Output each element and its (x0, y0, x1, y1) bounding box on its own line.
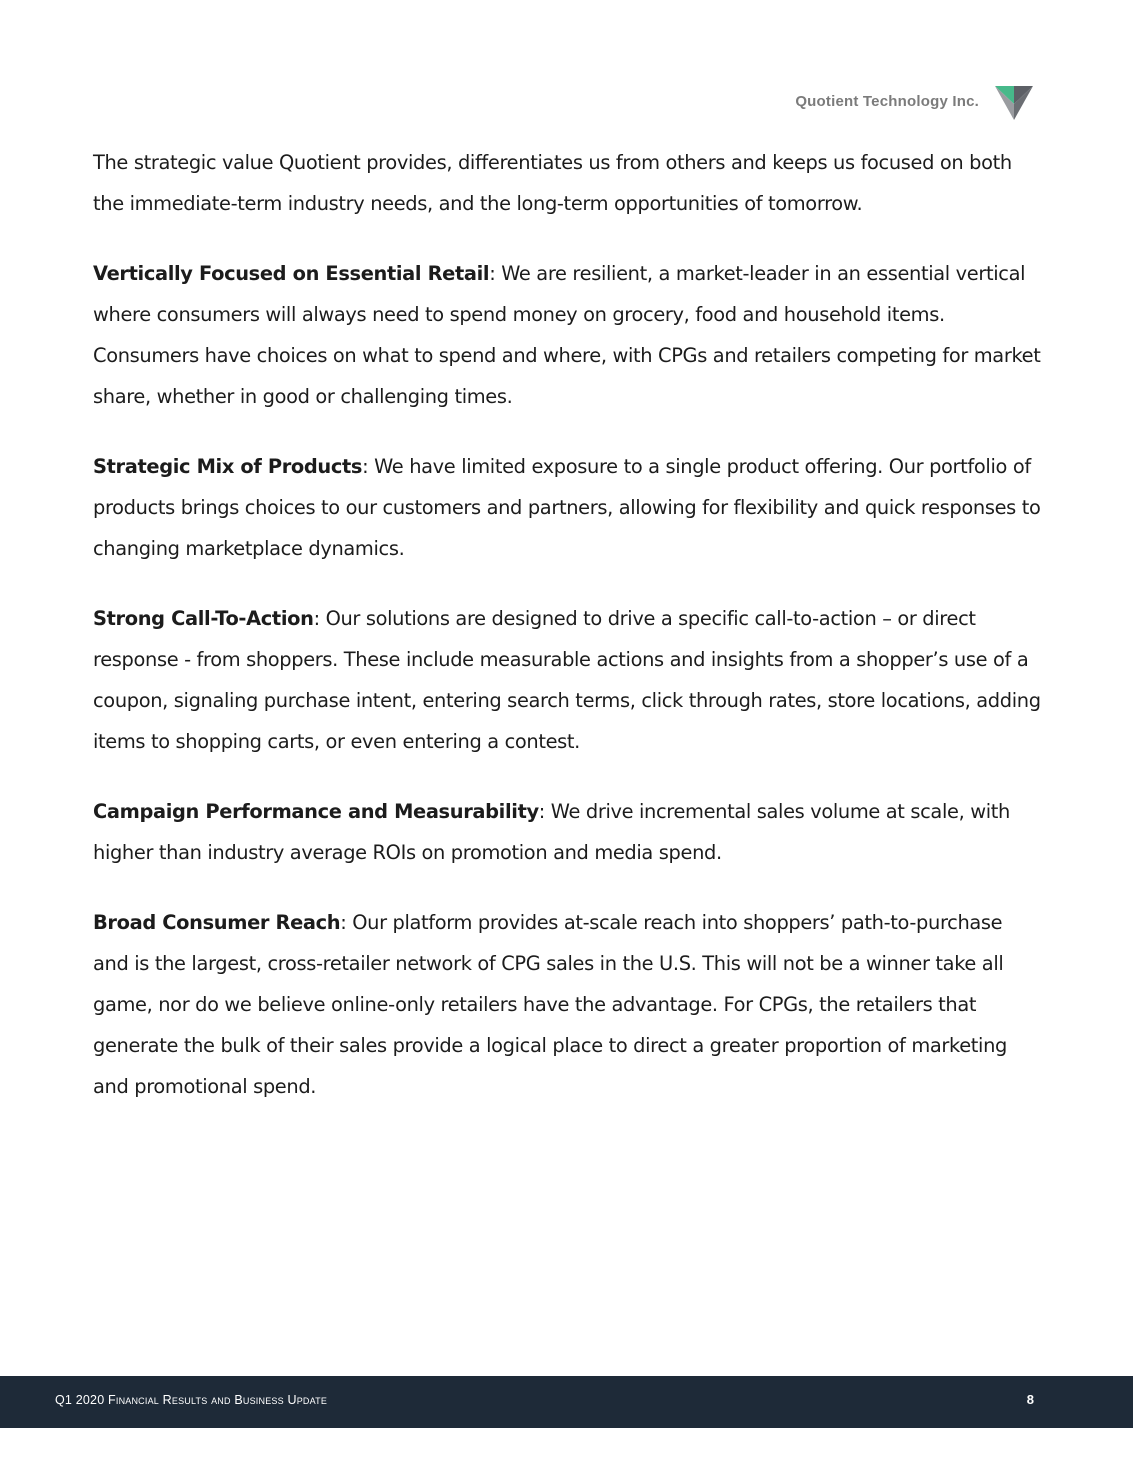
company-name: Quotient Technology Inc. (795, 92, 979, 110)
section-body: : We have limited exposure to a single product offering. Our portfolio of products brings choices to our customers and partners, allowing for flexibility and quick responses to changing marketplace dynamics. (93, 455, 1041, 560)
page-header (795, 80, 1035, 122)
quotient-logo-icon (993, 80, 1035, 122)
intro-paragraph: The strategic value Quotient provides, differentiates us from others and keeps us focused on both the immediate-term industry needs, and the long-term opportunities of tomorrow. (93, 151, 1012, 215)
section-call-to-action (93, 598, 1043, 762)
section-body: : Our platform provides at-scale reach into shoppers’ path-to-purchase and is the largest, cross-retailer network of CPG sales in the U.S. This will not be a winner take all game, nor do we believe online-only retailers have the advantage. For CPGs, the retailers that generate the bulk of their sales provide a logical place to direct a greater proportion of marketing and promotional spend. (93, 911, 1007, 1098)
section-title: Strong Call-To-Action (93, 607, 314, 630)
section-title: Broad Consumer Reach (93, 911, 341, 934)
page-footer (0, 1376, 1133, 1428)
footer-title: Q1 2020 Financial Results and Business Update (55, 1393, 328, 1407)
main-content (93, 142, 1043, 1136)
section-title: Vertically Focused on Essential Retail (93, 262, 490, 285)
section-essential-retail (93, 253, 1043, 417)
section-body: : We are resilient, a market-leader in an essential vertical where consumers will always need to spend money on grocery, food and household items. Consumers have choices on what to spend and where, with CPGs and retailers competing for market share, whether in good or challenging times. (93, 262, 1041, 408)
section-measurability (93, 791, 1043, 873)
section-title: Campaign Performance and Measurability (93, 800, 539, 823)
section-body: : We drive incremental sales volume at scale, with higher than industry average ROIs on promotion and media spend. (93, 800, 1010, 864)
section-body: : Our solutions are designed to drive a specific call-to-action – or direct response - from shoppers. These include measurable actions and insights from a shopper’s use of a coupon, signaling purchase intent, entering search terms, click through rates, store locations, adding items to shopping carts, or even entering a contest. (93, 607, 1041, 753)
section-title: Strategic Mix of Products (93, 455, 363, 478)
section-product-mix (93, 446, 1043, 569)
section-consumer-reach (93, 902, 1043, 1107)
page-number: 8 (1026, 1392, 1034, 1407)
